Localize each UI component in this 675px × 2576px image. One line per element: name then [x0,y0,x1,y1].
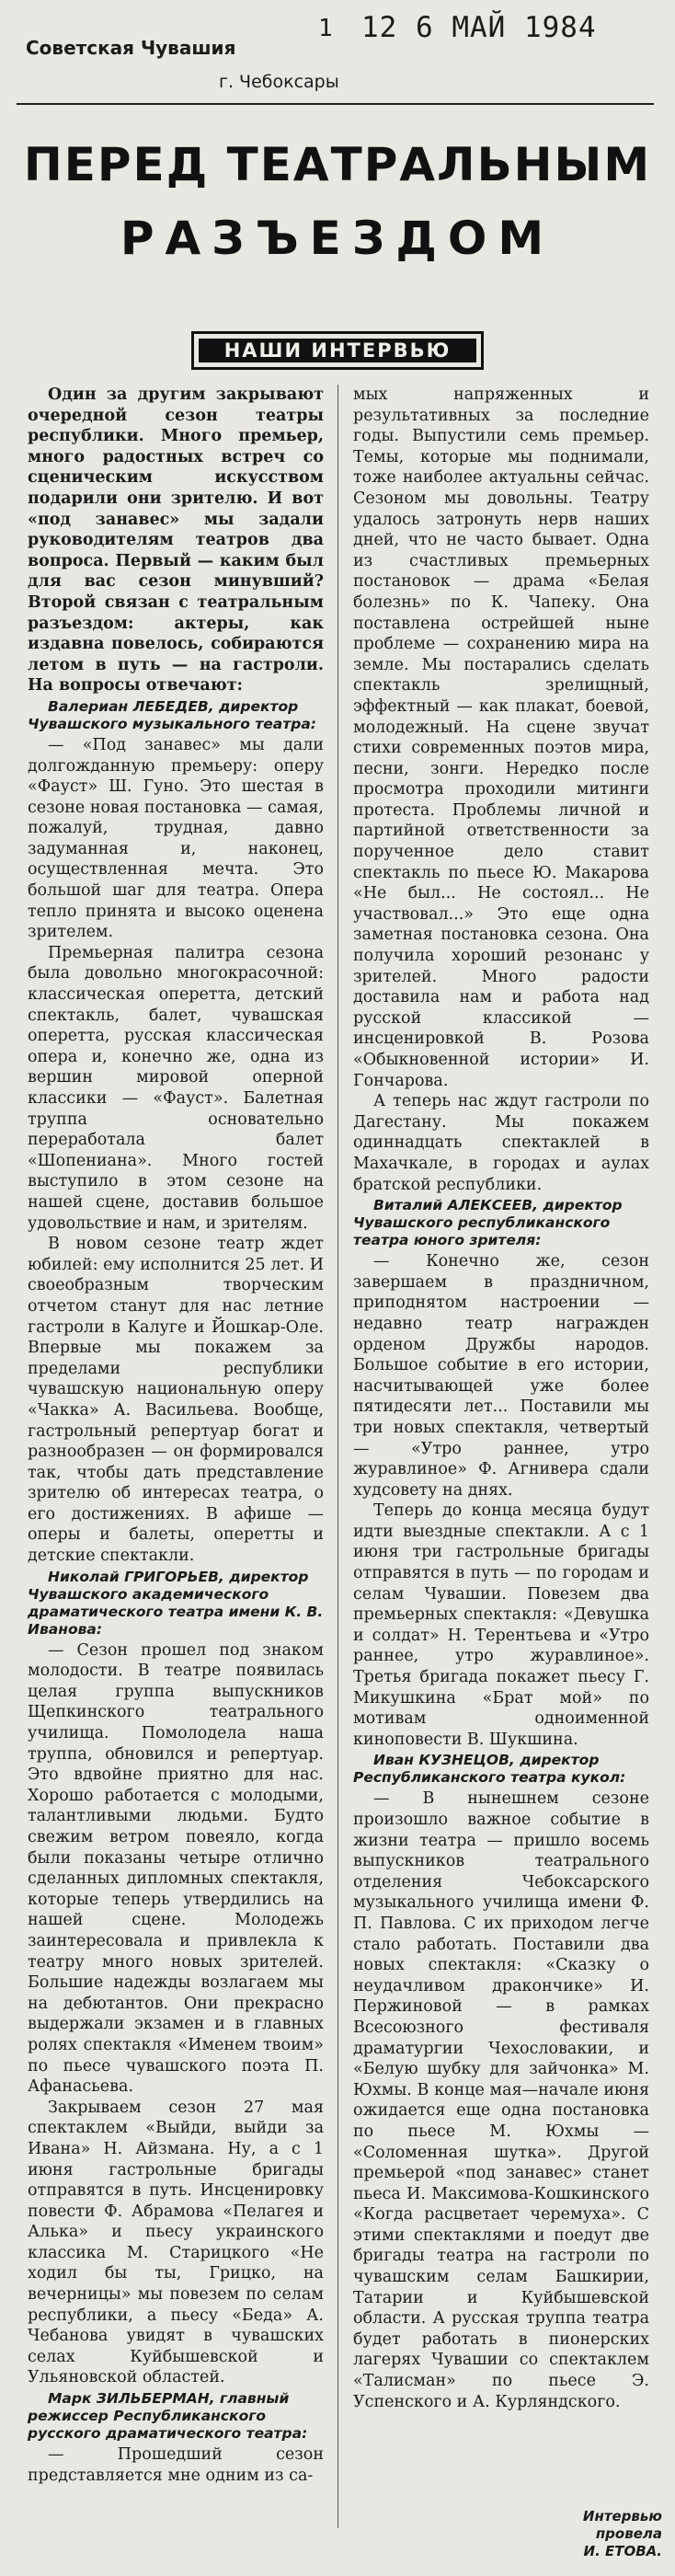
article-column-right [353,385,649,2412]
byline [515,2508,662,2560]
article-paragraph: В новом сезоне театр ждет юбилей: ему исполнится 25 лет. И своеобразным творческим отчетом станут для нас летние гастроли в Калуге и Йошкар-Оле. Впервые мы покажем за пределами республики чувашскую национальную оперу «Чакка» А. Васильева. Вообще, гастрольный репертуар богат и разнообразен — он формировался так, чтобы дать представление зрителю об интересах театра, о его достижениях. В афише — оперы и балеты, оперетты и детские спектакли. [28,1235,324,1566]
speaker-name: Марк ЗИЛЬБЕРМАН, главный режиссер Республиканского русского драматического театра: [28,2390,308,2443]
article-paragraph: — Сезон прошел под знаком молодости. В театре появилась целая группа выпускников Щепкинского театрального училища. Помолодела наша труппа, обновился и репертуар. Это вдвойне приятно для нас. Хорошо работается с молодыми, талантливыми людьми. Будто свежим ветром повеяло, когда были показаны четыре отлично сделанных дипломных спектакля, которые теперь утвердились на нашей сцене. Молодежь заинтересовала и привлекла к театру много новых зрителей. Большие надежды возлагаем мы на дебютантов. Они прекрасно выдержали экзамен и в главных ролях спектакля «Именем твоим» по пьесе чувашского поэта П. Афанасьева. [28,1640,324,2097]
article-paragraph: — Конечно же, сезон завершаем в праздничном, приподнятом настроении — недавно театр награжден орденом Дружбы народов. Большое событие в его истории, насчитывающей уже более пятидесяти лет... Поставили мы три новых спектакля, четвертый — «Утро раннее, утро журавлиное» Ф. Агнивера сдали худсовету на днях. [353,1252,649,1500]
date-stamp: 12 6 МАЙ 1984 [361,11,597,44]
article-column-left [28,385,324,2486]
speaker-name: Виталий АЛЕКСЕЕВ, директор Чувашского республиканского театра юного зрителя: [353,1197,623,1249]
newspaper-name-stamp: Советская Чувашия [26,37,236,59]
issue-number-stamp: 1 [318,15,333,42]
rubric-label: НАШИ ИНТЕРВЬЮ [199,339,476,362]
headline-line-1: ПЕРЕД ТЕАТРАЛЬНЫМ [23,138,652,191]
headline-line-2: РАЗЪЕЗДОМ [120,212,555,265]
article-paragraph: — В нынешнем сезоне произошло важное событие в жизни театра — пришло восемь выпускников театрального отделения Чебоксарского музыкального училища имени Ф. П. Павлова. С их приходом легче стало работать. Поставили два новых спектакля: «Сказку о неудачливом дракончике» И. Пержиновой — в рамках Всесоюзного фестиваля драматургии Чехословакии, и «Белую шубку для зайчонка» М. Юхмы. В конце мая—начале июня ожидается еще одна постановка по пьесе М. Юхмы — «Соломенная шутка». Другой премьерой «под занавес» станет пьеса И. Максимова-Кошкинского «Когда расцветает черемуха». С этими спектаклями и поедут две бригады театра на гастроли по чувашским селам Башкирии, Татарии и Куйбышевской области. А русская труппа театра будет работать в пионерских лагерях Чувашии со спектаклем «Талисман» по пьесе Э. Успенского и А. Курляндского. [353,1789,649,2411]
article-lead: Один за другим закрывают очередной сезон театры республики. Много премьер, много радостных встреч со сценическим искусством подарили они зрителю. И вот «под занавес» мы задали руководителям театров два вопроса. Первый — каким был для вас сезон минувший? Второй связан с театральным разъездом: актеры, как издавна повелось, собираются летом в путь — на гастроли. На вопросы отвечают: [28,385,324,696]
article-paragraph: мых напряженных и результативных за последние годы. Выпустили семь премьер. Темы, которые мы поднимали, тоже наиболее актуальны сейчас. Сезоном мы довольны. Театру удалось затронуть нерв наших дней, что не часто бывает. Одна из счастливых премьерных постановок — драма «Белая болезнь» по К. Чапеку. Она поставлена острейшей ныне проблеме — сохранению мира на земле. Мы постарались сделать спектакль зрелищный, эффектный — как плакат, боевой, молодежный. На сцене звучат стихи современных поэтов мира, песни, зонги. Нередко после просмотра проходили митинги протеста. Проблемы личной и партийной ответственности за порученное дело ставит спектакль по пьесе Ю. Макарова «Не был... Не состоял... Не участвовал...» Это еще одна заметная постановка сезона. Она получила хороший резонанс у зрителей. Много радости доставила нам и работа над русской классикой — инсценировкой В. Розова «Обыкновенной истории» И. Гончарова. [353,385,649,1090]
article-paragraph: Премьерная палитра сезона была довольно многокрасочной: классическая оперетта, детский спектакль, балет, чувашская оперетта, русская классическая опера и, конечно же, одна из вершин мировой оперной классики — «Фауст». Балетная труппа основательно переработала балет «Шопениана». Много гостей выступило в этом сезоне на нашей сцене, доставив большое удовольствие и нам, и зрителям. [28,943,324,1233]
byline-author: И. ЕТОВА. [583,2543,662,2559]
article-paragraph: — «Под занавес» мы дали долгожданную премьеру: оперу «Фауст» Ш. Гуно. Это шестая в сезоне новая постановка — самая, пожалуй, трудная, давно задуманная и, наконец, осуществленная мечта. Это большой шаг для театра. Опера тепло принята и высоко оценена зрителем. [28,735,324,942]
rubric-box [191,331,484,370]
newspaper-city-stamp: г. Чебоксары [219,72,339,92]
header-divider [17,103,654,105]
byline-credit: Интервью провела [582,2508,662,2542]
article-paragraph: А теперь нас ждут гастроли по Дагестану. Мы покажем одиннадцать спектаклей в Махачкале, в городах и аулах братской республики. [353,1092,649,1194]
article-paragraph: Теперь до конца месяца будут идти выездные спектакли. А с 1 июня три гастрольные бригады отправятся в путь — по городам и селам Чувашии. Повезем два премьерных спектакля: «Девушка и солдат» Н. Терентьева и «Утро раннее, утро журавлиное». Третья бригада покажет пьесу Г. Микушкина «Брат мой» по мотивам одноименной киноповести В. Шукшина. [353,1501,649,1749]
article-paragraph: — Прошедший сезон представляется мне одним из са- [28,2445,324,2485]
article-paragraph: Закрываем сезон 27 мая спектаклем «Выйди, выйди за Ивана» Н. Айзмана. Ну, а с 1 июня гастрольные бригады отправятся в путь. Инсценировку повести Ф. Абрамова «Пелагея и Алька» и пьесу украинского классика М. Старицкого «Не ходил бы ты, Грицко, на вечерницы» мы повезем по селам республики, а пьесу «Беда» А. Чебанова увидят в чувашских селах Куйбышевской и Ульяновской областей. [28,2098,324,2387]
speaker-name: Валериан ЛЕБЕДЕВ, директор Чувашского музыкального театра: [28,697,316,732]
speaker-name: Николай ГРИГОРЬЕВ, директор Чувашского академического драматического театра имени К. В. Иванова: [28,1568,324,1638]
speaker-name: Иван КУЗНЕЦОВ, директор Республиканского театра кукол: [353,1752,626,1787]
